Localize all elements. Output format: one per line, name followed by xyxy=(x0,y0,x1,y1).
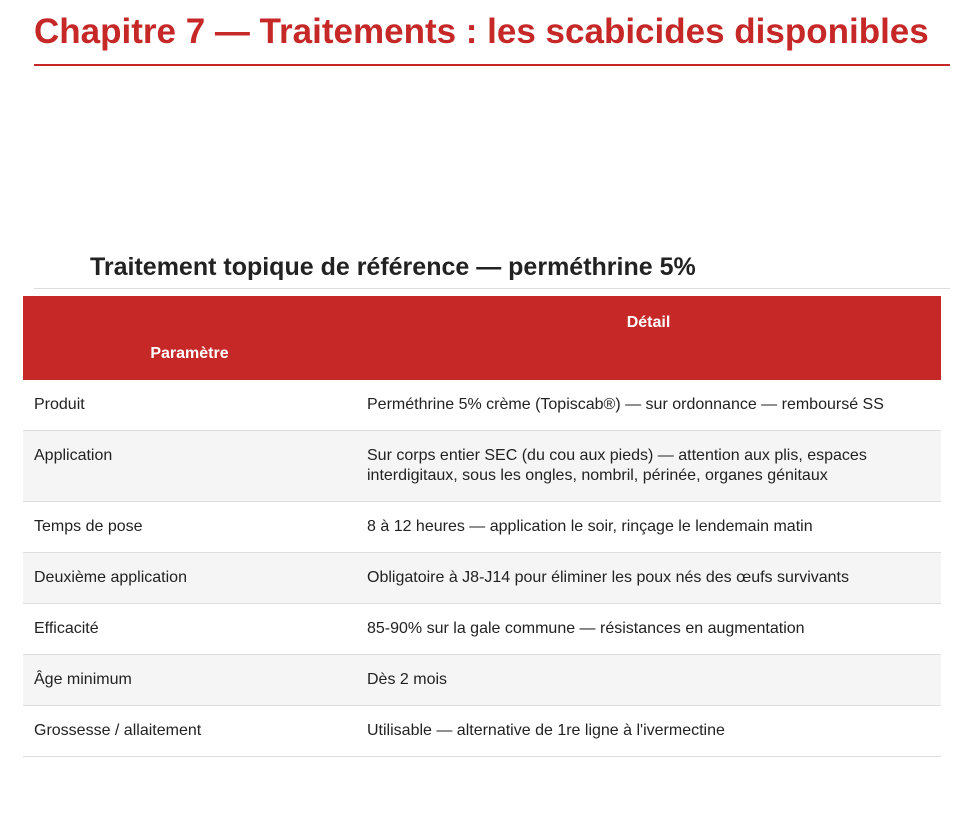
table-row xyxy=(23,553,941,604)
cell-parameter: Deuxième application xyxy=(23,553,356,604)
section-title: Traitement topique de référence — perméthrine 5% xyxy=(34,250,950,289)
cell-detail: Perméthrine 5% crème (Topiscab®) — sur ordonnance — remboursé SS xyxy=(356,380,941,431)
cell-detail: Utilisable — alternative de 1re ligne à l'ivermectine xyxy=(356,706,941,757)
table-row xyxy=(23,706,941,757)
table-row xyxy=(23,431,941,502)
cell-parameter: Efficacité xyxy=(23,604,356,655)
cell-parameter: Grossesse / allaitement xyxy=(23,706,356,757)
table-row xyxy=(23,604,941,655)
table-row xyxy=(23,502,941,553)
cell-detail: 8 à 12 heures — application le soir, rinçage le lendemain matin xyxy=(356,502,941,553)
table-row xyxy=(23,655,941,706)
cell-parameter: Temps de pose xyxy=(23,502,356,553)
cell-detail: Dès 2 mois xyxy=(356,655,941,706)
cell-detail: Obligatoire à J8-J14 pour éliminer les poux nés des œufs survivants xyxy=(356,553,941,604)
cell-detail: 85-90% sur la gale commune — résistances en augmentation xyxy=(356,604,941,655)
chapter-title: Chapitre 7 — Traitements : les scabicides disponibles xyxy=(34,10,950,66)
table-header-row xyxy=(23,296,941,380)
header-detail: Détail xyxy=(356,296,941,380)
cell-parameter: Produit xyxy=(23,380,356,431)
table-body xyxy=(23,380,941,757)
cell-parameter: Application xyxy=(23,431,356,502)
treatment-table xyxy=(23,296,941,757)
cell-parameter: Âge minimum xyxy=(23,655,356,706)
table-header xyxy=(23,296,941,380)
cell-detail: Sur corps entier SEC (du cou aux pieds) — attention aux plis, espaces interdigitaux, sous les ongles, nombril, périnée, organes génitaux xyxy=(356,431,941,502)
table-row xyxy=(23,380,941,431)
header-parameter: Paramètre xyxy=(23,296,356,380)
